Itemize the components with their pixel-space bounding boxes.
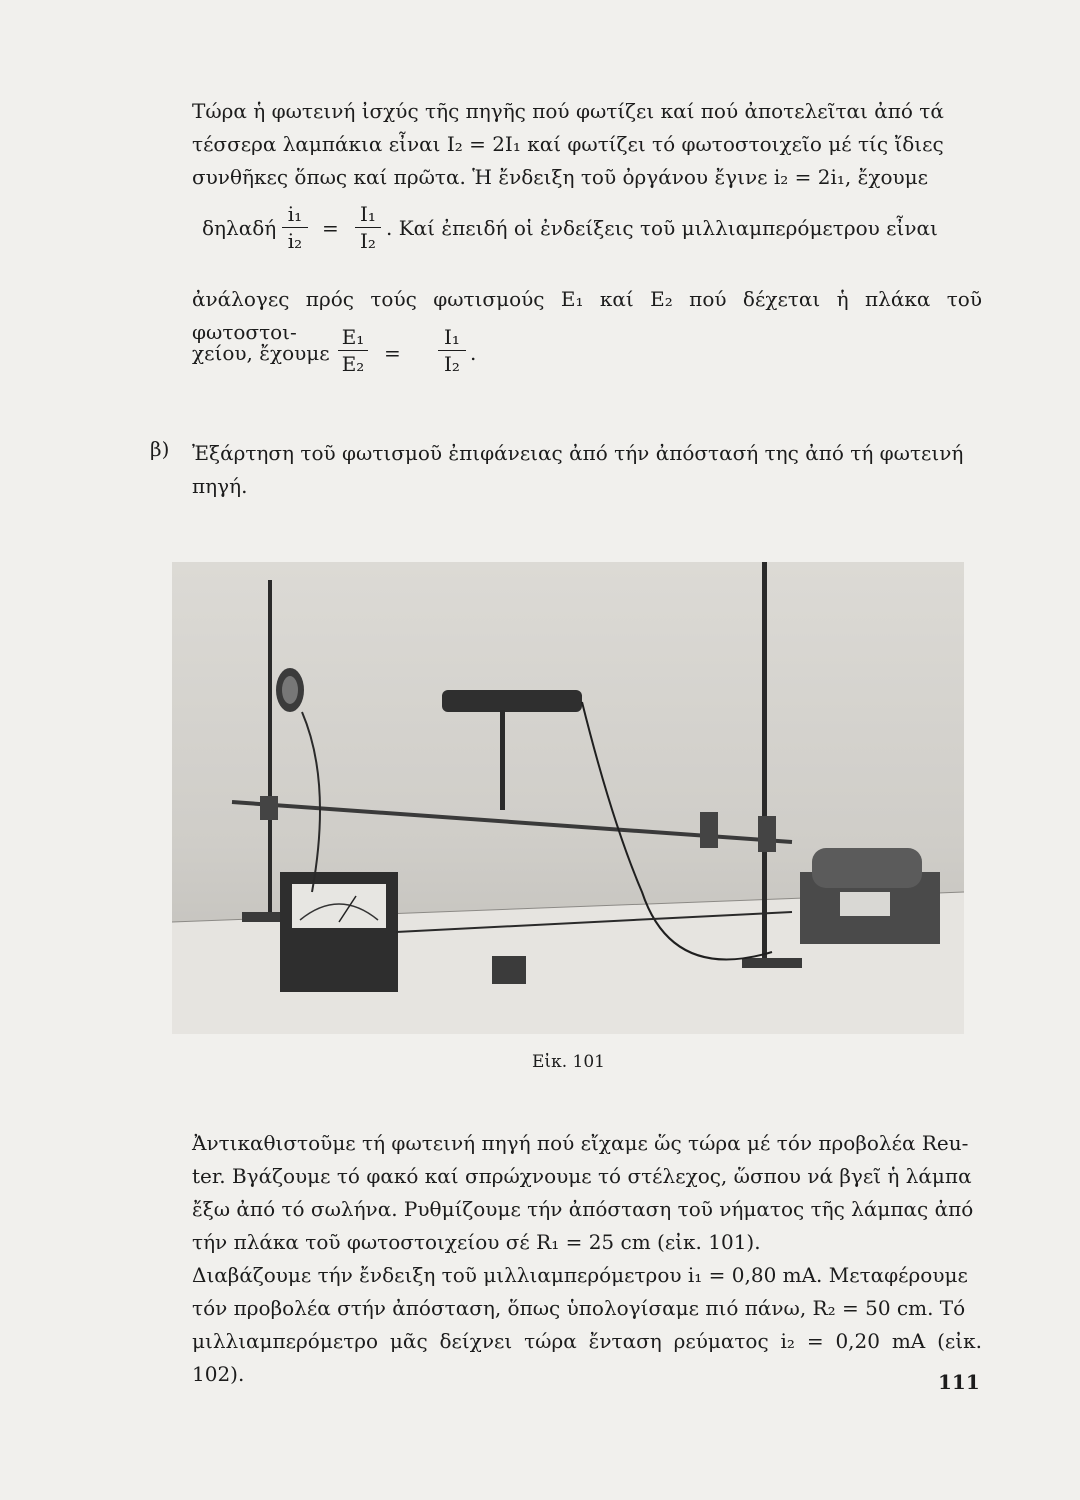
page-number: 111 bbox=[938, 1370, 980, 1394]
fraction-denominator: I₂ bbox=[360, 229, 376, 253]
paragraph-2-line-1: Ἀντικαθιστοῦμε τή φωτεινή πηγή πού εἴχαμε ὥς τώρα μέ τόν προβολέα Reu- bbox=[192, 1131, 969, 1155]
paragraph-2-line-4: τήν πλάκα τοῦ φωτοστοιχείου σέ R₁ = 25 cm (εἰκ. 101). bbox=[192, 1230, 761, 1254]
fraction-numerator: i₁ bbox=[287, 202, 303, 226]
paragraph-1-continued bbox=[192, 283, 982, 349]
figure-101-photo bbox=[172, 562, 964, 1034]
figure-caption: Εἰκ. 101 bbox=[532, 1052, 605, 1072]
fraction-denominator: E₂ bbox=[341, 352, 365, 376]
text-line-4-suffix: . Καί ἐπειδή οἱ ἐνδείξεις τοῦ μιλλιαμπερόμετρου εἶναι bbox=[386, 216, 938, 240]
period: . bbox=[470, 341, 477, 365]
fraction-numerator: I₁ bbox=[360, 202, 376, 226]
equals-sign: = bbox=[384, 341, 401, 365]
paragraph-2 bbox=[192, 1127, 982, 1391]
fraction-bar bbox=[438, 350, 466, 351]
section-b-line-2: πηγή. bbox=[192, 474, 248, 498]
apparatus-illustration bbox=[172, 562, 964, 1034]
fraction-I1-over-I2-2 bbox=[438, 326, 466, 375]
paragraph-2-line-2: ter. Βγάζουμε τό φακό καί σπρώχνουμε τό στέλεχος, ὥσπου νά βγεῖ ἡ λάμπα bbox=[192, 1164, 972, 1188]
paragraph-1-line-2: τέσσερα λαμπάκια εἶναι I₂ = 2I₁ καί φωτίζει τό φωτοστοιχεῖο μέ τίς ἴδιες bbox=[192, 132, 944, 156]
paragraph-2-line-3: ἔξω ἀπό τό σωλήνα. Ρυθμίζουμε τήν ἀπόσταση τοῦ νήματος τῆς λάμπας ἀπό bbox=[192, 1197, 974, 1221]
show-through-text bbox=[150, 620, 156, 644]
text-dilady: δηλαδή bbox=[202, 216, 277, 240]
fraction-denominator: I₂ bbox=[444, 352, 460, 376]
fraction-i1-over-i2 bbox=[282, 203, 308, 252]
fraction-numerator: I₁ bbox=[444, 325, 460, 349]
paragraph-1-line-1: Τώρα ἡ φωτεινή ἰσχύς τῆς πηγῆς πού φωτίζει καί πού ἀποτελεῖται ἀπό τά bbox=[192, 99, 944, 123]
section-label-beta: β) bbox=[150, 437, 170, 461]
paragraph-1 bbox=[192, 95, 982, 194]
fraction-E1-over-E2 bbox=[338, 326, 368, 375]
fraction-bar bbox=[282, 227, 308, 228]
fraction-denominator: i₂ bbox=[287, 229, 303, 253]
paragraph-2-line-5: Διαβάζουμε τήν ἔνδειξη τοῦ μιλλιαμπερόμετρου i₁ = 0,80 mA. Μεταφέρουμε bbox=[192, 1263, 968, 1287]
paragraph-1-line-3: συνθῆκες ὅπως καί πρῶτα. Ἡ ἔνδειξη τοῦ ὀργάνου ἔγινε i₂ = 2i₁, ἔχουμε bbox=[192, 165, 929, 189]
paragraph-2-line-6: τόν προβολέα στήν ἀπόσταση, ὅπως ὑπολογίσαμε πιό πάνω, R₂ = 50 cm. Τό bbox=[192, 1296, 966, 1320]
fraction-numerator: E₁ bbox=[341, 325, 365, 349]
paragraph-1-line-5: ἀνάλογες πρός τούς φωτισμούς E₁ καί E₂ πού δέχεται ἡ πλάκα τοῦ φωτοστοι- bbox=[192, 287, 982, 344]
section-b-heading bbox=[192, 437, 982, 503]
equals-sign: = bbox=[322, 216, 339, 240]
fraction-I1-over-I2 bbox=[355, 203, 381, 252]
text-exoume: χείου, ἔχουμε bbox=[192, 341, 330, 365]
section-b-line-1: Ἐξάρτηση τοῦ φωτισμοῦ ἐπιφάνειας ἀπό τήν ἀπόστασή της ἀπό τή φωτεινή bbox=[192, 441, 964, 465]
fraction-bar bbox=[355, 227, 381, 228]
fraction-bar bbox=[338, 350, 368, 351]
paragraph-2-line-7: μιλλιαμπερόμετρο μᾶς δείχνει τώρα ἔνταση ρεύματος i₂ = 0,20 mA (εἰκ. 102). bbox=[192, 1329, 982, 1386]
